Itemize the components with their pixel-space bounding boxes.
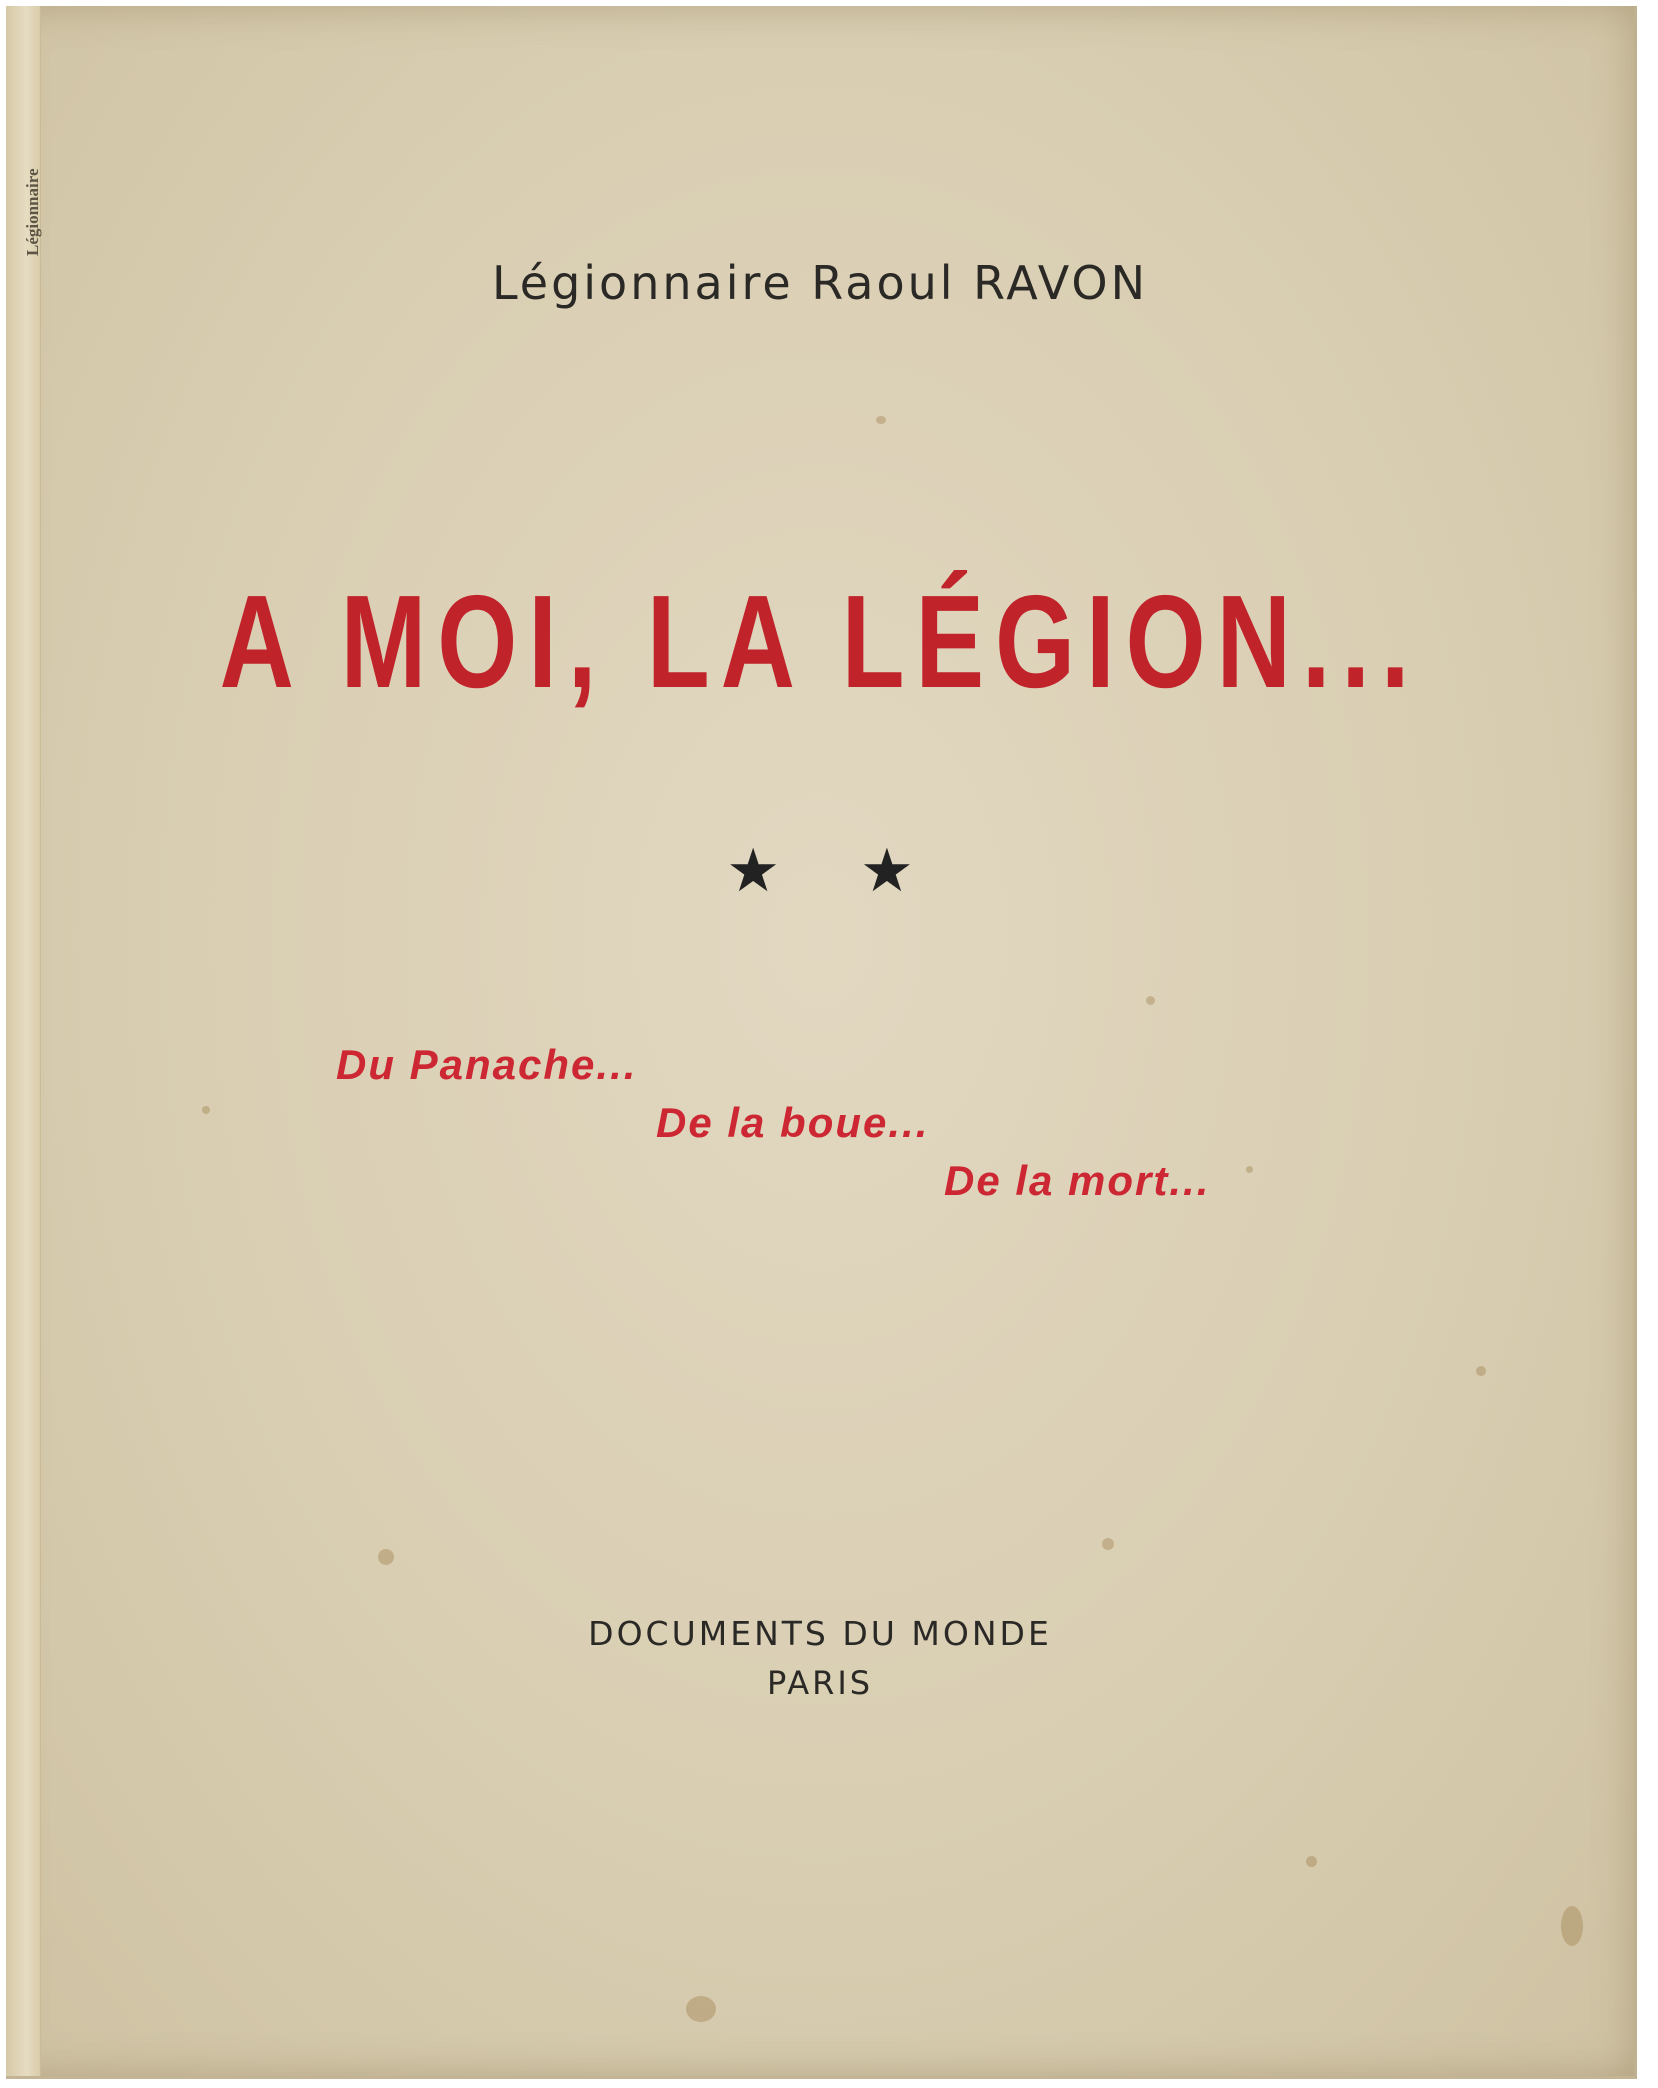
- age-spot: [1102, 1538, 1114, 1550]
- age-spot: [1246, 1166, 1253, 1173]
- age-spot: [378, 1549, 394, 1565]
- age-spot: [1306, 1856, 1317, 1867]
- book-title: A MOI, LA LÉGION...: [219, 568, 1421, 715]
- book-spine: [6, 6, 41, 2076]
- author-name: Légionnaire Raoul RAVON: [491, 256, 1149, 310]
- tagline-2: De la boue...: [656, 1099, 930, 1146]
- spine-label: Légionnaire: [23, 168, 42, 256]
- age-spot: [1561, 1906, 1583, 1946]
- tagline-3: De la mort...: [944, 1157, 1211, 1204]
- star-ornament: ★★: [726, 836, 994, 906]
- tagline-1: Du Panache...: [336, 1041, 638, 1088]
- age-spot: [686, 1996, 716, 2022]
- age-spot: [202, 1106, 210, 1114]
- publisher-city: PARIS: [766, 1664, 874, 1702]
- book-cover: [6, 6, 1637, 2079]
- age-spot: [1476, 1366, 1486, 1376]
- publisher-name: DOCUMENTS DU MONDE: [588, 1614, 1052, 1653]
- age-spot: [1146, 996, 1155, 1005]
- age-spot: [876, 416, 886, 424]
